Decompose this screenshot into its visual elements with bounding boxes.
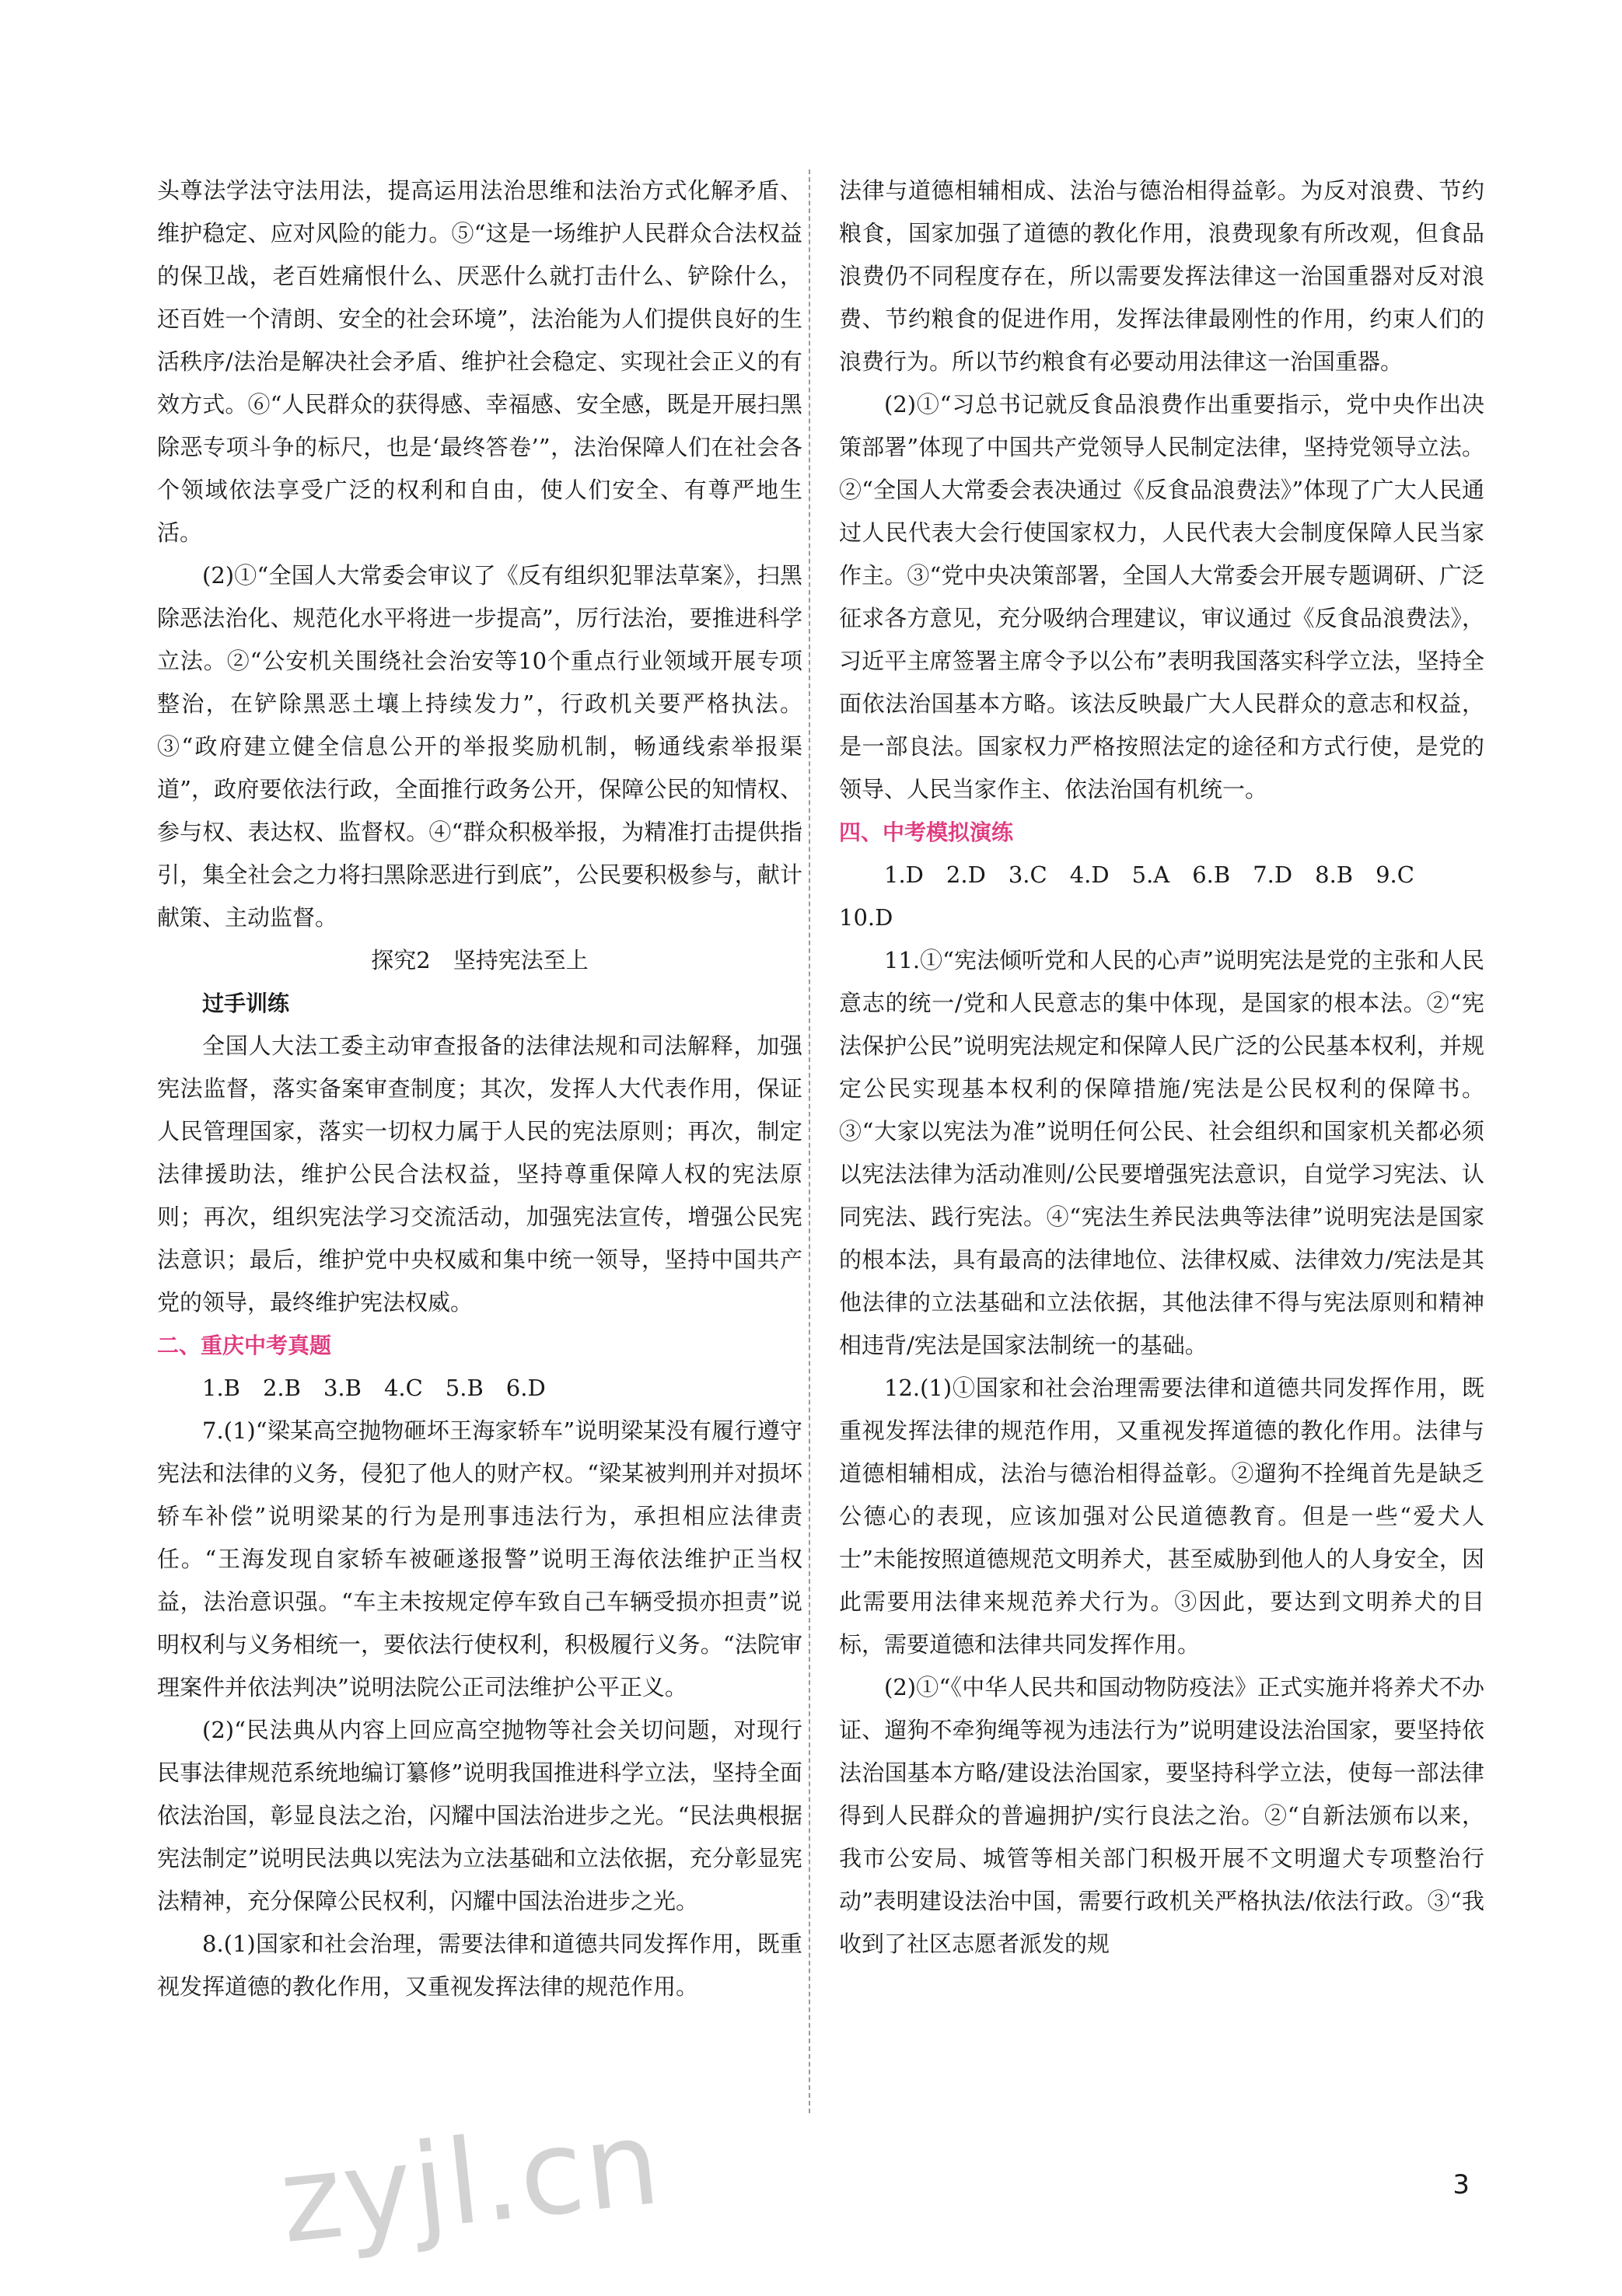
answer-key: 1.B 2.B 3.B 4.C 5.B 6.D	[202, 1375, 546, 1401]
right-column	[839, 169, 1484, 1966]
left-column	[157, 169, 802, 2008]
paragraph: 法律与道德相辅相成、法治与德治相得益彰。为反对浪费、节约粮食，国家加强了道德的教化作用，浪费现象有所改观，但食品浪费仍不同程度存在，所以需要发挥法律这一治国重器对反对浪费、节约粮食的促进作用，发挥法律最刚性的作用，约束人们的浪费行为。所以节约粮食有必要动用法律这一治国重器。	[839, 177, 1484, 375]
column-divider	[809, 169, 810, 2113]
paragraph: (2)①“《中华人民共和国动物防疫法》正式实施并将养犬不办证、遛狗不牵狗绳等视为违法行为”说明建设法治国家，要坚持依法治国基本方略/建设法治国家，要坚持科学立法，使每一部法律得到人民群众的普遍拥护/实行良法之治。②“自新法颁布以来，我市公安局、城管等相关部门积极开展不文明遛犬专项整治行动”表明建设法治中国，需要行政机关严格执法/依法行政。③“我收到了社区志愿者派发的规	[839, 1674, 1484, 1957]
paragraph: 12.(1)①国家和社会治理需要法律和道德共同发挥作用，既重视发挥法律的规范作用，又重视发挥道德的教化作用。法律与道德相辅相成，法治与德治相得益彰。②遛狗不拴绳首先是缺乏公德心的表现，应该加强对公民道德教育。但是一些“爱犬人士”未能按照道德规范文明养犬，甚至威胁到他人的人身安全，因此需要用法律来规范养犬行为。③因此，要达到文明养犬的目标，需要道德和法律共同发挥作用。	[839, 1375, 1484, 1658]
answer-key: 10.D	[839, 904, 893, 931]
paragraph: 7.(1)“梁某高空抛物砸坏王海家轿车”说明梁某没有履行遵守宪法和法律的义务，侵犯了他人的财产权。“梁某被判刑并对损坏轿车补偿”说明梁某的行为是刑事违法行为，承担相应法律责任。“王海发现自家轿车被砸遂报警”说明王海依法维护正当权益，法治意识强。“车主未按规定停车致自己车辆受损亦担责”说明权利与义务相统一，要依法行使权利，积极履行义务。“法院审理案件并依法判决”说明法院公正司法维护公平正义。	[157, 1417, 802, 1700]
paragraph: 全国人大法工委主动审查报备的法律法规和司法解释，加强宪法监督，落实备案审查制度；其次，发挥人大代表作用，保证人民管理国家，落实一切权力属于人民的宪法原则；再次，制定法律援助法，维护公民合法权益，坚持尊重保障人权的宪法原则；再次，组织宪法学习交流活动，加强宪法宣传，增强公民宪法意识；最后，维护党中央权威和集中统一领导，坚持中国共产党的领导，最终维护宪法权威。	[157, 1033, 802, 1316]
paragraph: (2)“民法典从内容上回应高空抛物等社会关切问题，对现行民事法律规范系统地编订纂修”说明我国推进科学立法，坚持全面依法治国，彰显良法之治，闪耀中国法治进步之光。“民法典根据宪法制定”说明民法典以宪法为立法基础和立法依据，充分彰显宪法精神，充分保障公民权利，闪耀中国法治进步之光。	[157, 1717, 802, 1914]
paragraph: 8.(1)国家和社会治理，需要法律和道德共同发挥作用，既重视发挥道德的教化作用，又重视发挥法律的规范作用。	[157, 1931, 802, 2000]
watermark: zyjl.cn	[274, 2095, 667, 2270]
paragraph: 11.①“宪法倾听党和人民的心声”说明宪法是党的主张和人民意志的统一/党和人民意志的集中体现，是国家的根本法。②“宪法保护公民”说明宪法规定和保障人民广泛的公民基本权利，并规定公民实现基本权利的保障措施/宪法是公民权利的保障书。③“大家以宪法为准”说明任何公民、社会组织和国家机关都必须以宪法法律为活动准则/公民要增强宪法意识，自觉学习宪法、认同宪法、践行宪法。④“宪法生养民法典等法律”说明宪法是国家的根本法，具有最高的法律地位、法律权威、法律效力/宪法是其他法律的立法基础和立法依据，其他法律不得与宪法原则和精神相违背/宪法是国家法制统一的基础。	[839, 947, 1484, 1358]
page-number: 3	[1452, 2169, 1470, 2200]
section-heading: 四、中考模拟演练	[839, 820, 1014, 845]
paragraph: 头尊法学法守法用法，提高运用法治思维和法治方式化解矛盾、维护稳定、应对风险的能力。⑤“这是一场维护人民群众合法权益的保卫战，老百姓痛恨什么、厌恶什么就打击什么、铲除什么，还百姓一个清朗、安全的社会环境”，法治能为人们提供良好的生活秩序/法治是解决社会矛盾、维护社会稳定、实现社会正义的有效方式。⑥“人民群众的获得感、幸福感、安全感，既是开展扫黑除恶专项斗争的标尺，也是‘最终答卷’”，法治保障人们在社会各个领域依法享受广泛的权利和自由，使人们安全、有尊严地生活。	[157, 177, 802, 546]
paragraph: (2)①“习总书记就反食品浪费作出重要指示，党中央作出决策部署”体现了中国共产党领导人民制定法律，坚持党领导立法。②“全国人大常委会表决通过《反食品浪费法》”体现了广大人民通过人民代表大会行使国家权力，人民代表大会制度保障人民当家作主。③“党中央决策部署，全国人大常委会开展专题调研、广泛征求各方意见，充分吸纳合理建议，审议通过《反食品浪费法》，习近平主席签署主席令予以公布”表明我国落实科学立法，坚持全面依法治国基本方略。该法反映最广大人民群众的意志和权益，是一部良法。国家权力严格按照法定的途径和方式行使，是党的领导、人民当家作主、依法治国有机统一。	[839, 391, 1484, 802]
section-heading: 二、重庆中考真题	[157, 1333, 332, 1358]
inquiry-title: 探究2 坚持宪法至上	[371, 947, 589, 973]
practice-title: 过手训练	[202, 991, 290, 1016]
answer-key: 1.D 2.D 3.C 4.D 5.A 6.B 7.D 8.B 9.C	[884, 861, 1414, 888]
paragraph: (2)①“全国人大常委会审议了《反有组织犯罪法草案》，扫黑除恶法治化、规范化水平将进一步提高”，厉行法治，要推进科学立法。②“公安机关围绕社会治安等10个重点行业领域开展专项整治，在铲除黑恶土壤上持续发力”，行政机关要严格执法。③“政府建立健全信息公开的举报奖励机制，畅通线索举报渠道”，政府要依法行政，全面推行政务公开，保障公民的知情权、参与权、表达权、监督权。④“群众积极举报，为精准打击提供指引，集全社会之力将扫黑除恶进行到底”，公民要积极参与，献计献策、主动监督。	[157, 562, 802, 931]
